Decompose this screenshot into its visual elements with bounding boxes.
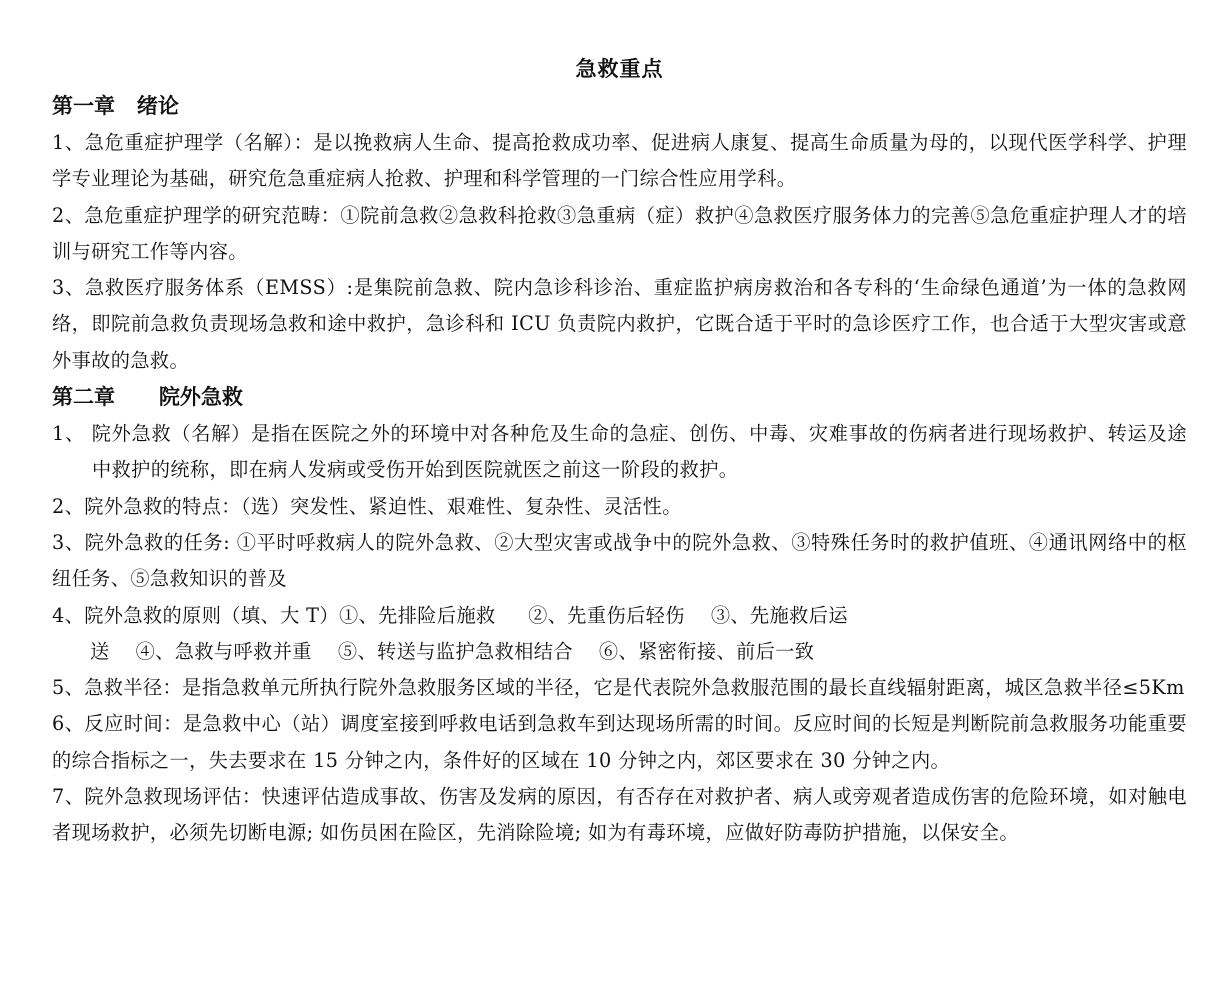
paragraph-2-5: 5、急救半径：是指急救单元所执行院外急救服务区域的半径，它是代表院外急救服范围的最长直线辐射距离，城区急救半径≤5Km <box>52 676 1185 700</box>
paragraph-2-4-line-2: 送 ④、急救与呼救并重 ⑤、转送与监护急救相结合 ⑥、紧密衔接、前后一致 <box>90 639 815 663</box>
paragraph-2-2: 2、院外急救的特点：（选）突发性、紧迫性、艰难性、复杂性、灵活性。 <box>52 494 682 518</box>
paragraph-2-4 <box>52 598 1187 671</box>
chapter-heading: 第二章 院外急救 <box>52 385 243 410</box>
chapter-1 <box>52 88 1187 379</box>
paragraph-2-6: 6、反应时间：是急救中心（站）调度室接到呼救电话到急救车到达现场所需的时间。反应时间的长短是判断院前急救服务功能重要的综合指标之一，失去要求在 15 分钟之内，条件好的区域在 10 分钟之内，郊区要求在 30 分钟之内。 <box>52 712 1187 772</box>
paragraph-1-1: 1、急危重症护理学（名解）：是以挽救病人生命、提高抢救成功率、促进病人康复、提高生命质量为母的，以现代医学科学、护理学专业理论为基础，研究危急重症病人抢救、护理和科学管理的一门综合性应用学科。 <box>52 131 1187 191</box>
document-title: 急救重点 <box>575 57 664 81</box>
chapter-heading: 第一章 绪论 <box>52 94 179 118</box>
paragraph-2-3: 3、院外急救的任务: ①平时呼救病人的院外急救、②大型灾害或战争中的院外急救、③特殊任务时的救护值班、④通讯网络中的枢纽任务、⑤急救知识的普及 <box>52 530 1187 591</box>
document-page <box>52 50 1187 852</box>
paragraph-1-3: 3、急救医疗服务体系（EMSS）:是集院前急救、院内急诊科诊治、重症监护病房救治和各专科的‘生命绿色通道’为一体的急救网络，即院前急救负责现场急救和途中救护，急诊科和 ICU 负责院内救护，它既合适于平时的急诊医疗工作，也合适于大型灾害或意外事故的急救。 <box>52 276 1187 372</box>
paragraph-1-2: 2、急危重症护理学的研究范畴：①院前急救②急救科抢救③急重病（症）救护④急救医疗服务体力的完善⑤急危重症护理人才的培训与研究工作等内容。 <box>52 203 1187 263</box>
paragraph-2-1: 1、 院外急救（名解）是指在医院之外的环境中对各种危及生命的急症、创伤、中毒、灾难事故的伤病者进行现场救护、转运及途中救护的统称，即在病人发病或受伤开始到医院就医之前这一阶段的救护。 <box>52 422 1187 482</box>
paragraph-2-7: 7、院外急救现场评估：快速评估造成事故、伤害及发病的原因，有否存在对救护者、病人或旁观者造成伤害的危险环境，如对触电者现场救护，必须先切断电源; 如伤员困在险区，先消除险境; 如为有毒环境，应做好防毒防护措施，以保安全。 <box>52 785 1187 845</box>
chapter-2 <box>52 379 1187 852</box>
paragraph-2-4-line-1: 4、院外急救的原则（填、大 T）①、先排险后施救 ②、先重伤后轻伤 ③、先施救后运 <box>52 603 848 627</box>
